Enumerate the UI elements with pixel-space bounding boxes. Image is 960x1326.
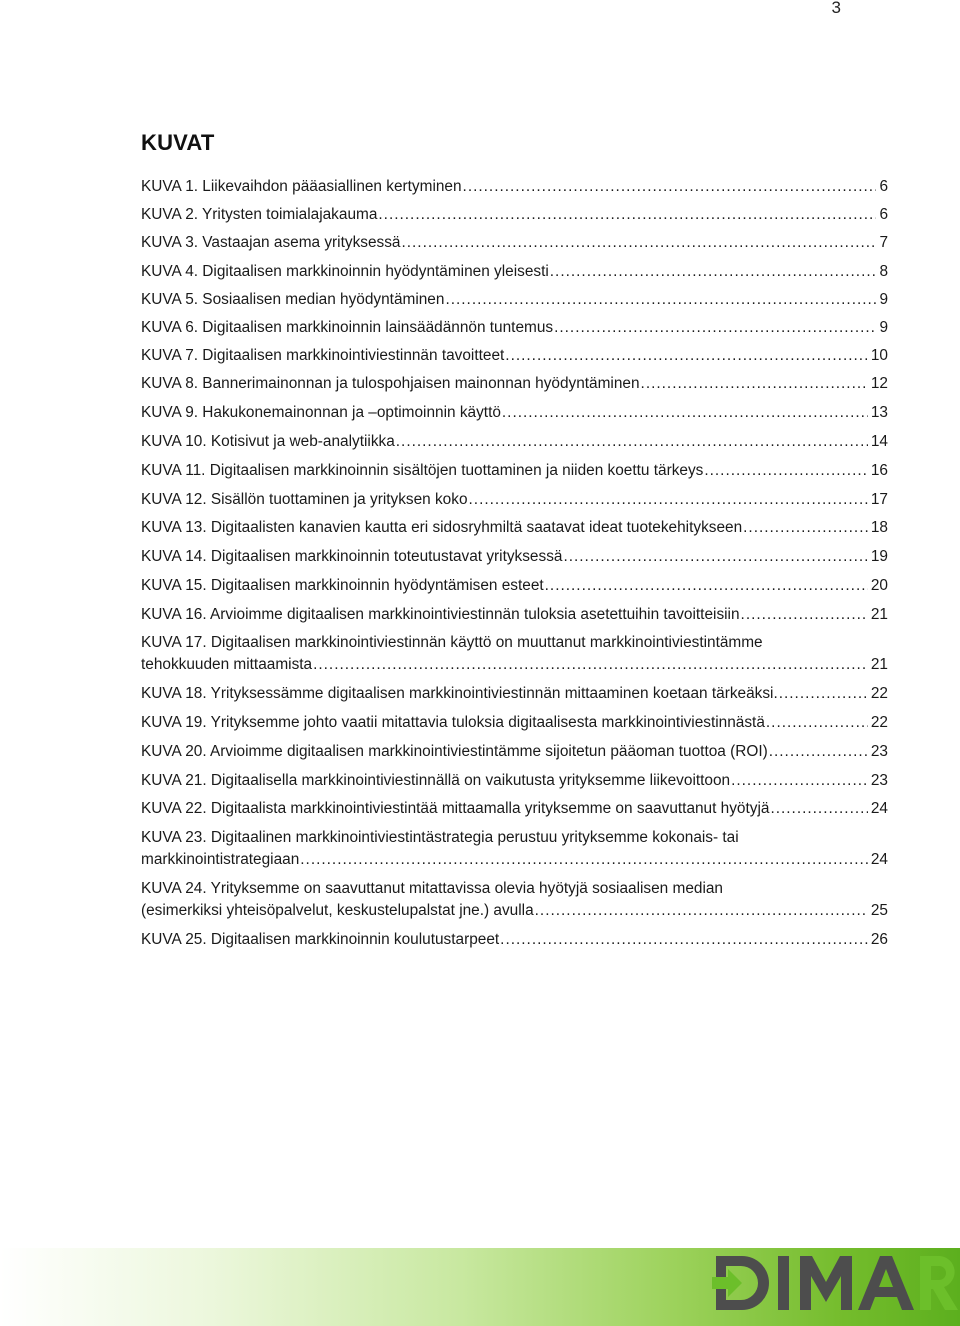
toc-entry-title: (esimerkiksi yhteisöpalvelut, keskustelupalstat jne.) avulla (141, 902, 534, 920)
toc-entry-title: KUVA 4. Digitaalisen markkinoinnin hyödyntäminen yleisesti (141, 262, 549, 280)
toc-entry[interactable] (141, 798, 888, 820)
toc-entry-title: KUVA 10. Kotisivut ja web-analytiikka (141, 432, 395, 450)
dot-leader (378, 204, 876, 226)
toc-entry-title: KUVA 7. Digitaalisen markkinointiviestinnän tavoitteet (141, 347, 505, 365)
toc-entry-title: KUVA 20. Arvioimme digitaalisen markkinointiviestintämme sijoitetun pääoman tuottoa (ROI) (141, 742, 768, 760)
toc-entry-page: 23 (870, 742, 888, 760)
toc-entry-page: 22 (870, 685, 888, 703)
dot-leader (500, 929, 868, 951)
dot-leader (401, 232, 876, 254)
toc-entry-page: 8 (879, 262, 888, 280)
toc-entry-page: 7 (879, 234, 888, 252)
dot-leader (545, 575, 868, 597)
toc-entry-title: markkinointistrategiaan (141, 851, 300, 869)
toc-entry[interactable] (141, 289, 888, 311)
dot-leader (300, 849, 868, 871)
dot-leader (502, 402, 868, 424)
toc-entry-title: KUVA 18. Yrityksessämme digitaalisen markkinointiviestinnän mittaaminen koetaan tärkeäksi. (141, 685, 778, 703)
toc-entry-page: 21 (870, 605, 888, 623)
toc-entry-page: 10 (870, 347, 888, 365)
toc-entry-page: 18 (870, 519, 888, 537)
dot-leader (563, 546, 867, 568)
toc-entry-page: 19 (870, 548, 888, 566)
toc-entry-title: KUVA 3. Vastaajan asema yrityksessä (141, 234, 401, 252)
toc-entry-page: 21 (870, 656, 888, 674)
toc-entry[interactable] (141, 770, 888, 792)
dot-leader (445, 289, 876, 311)
toc-entry-title: KUVA 13. Digitaalisten kanavien kautta eri sidosryhmiltä saatavat ideat tuotekehitykseen (141, 519, 743, 537)
toc-entry[interactable] (141, 345, 888, 367)
toc-entry-page: 14 (870, 432, 888, 450)
dot-leader (463, 176, 877, 198)
toc-entry[interactable] (141, 683, 888, 705)
toc-entry-title: KUVA 6. Digitaalisen markkinoinnin lainsäädännön tuntemus (141, 318, 554, 336)
dot-leader (743, 517, 868, 539)
dot-leader (313, 654, 868, 676)
toc-entry[interactable] (141, 741, 888, 763)
toc-entry-page: 6 (879, 206, 888, 224)
toc-entry-title: KUVA 16. Arvioimme digitaalisen markkinointiviestinnän tuloksia asetettuihin tavoitteisiin (141, 605, 740, 623)
figure-list (141, 176, 888, 958)
toc-entry-title-line1: KUVA 24. Yrityksemme on saavuttanut mitattavissa olevia hyötyjä sosiaalisen median (141, 880, 723, 898)
toc-entry-page: 17 (870, 490, 888, 508)
toc-entry-title: KUVA 22. Digitaalista markkinointiviestintää mittaamalla yrityksemme on saavuttanut hyötyjä (141, 800, 770, 818)
toc-entry-title: KUVA 14. Digitaalisen markkinoinnin toteutustavat yrityksessä (141, 548, 563, 566)
toc-heading: KUVAT (141, 130, 215, 155)
toc-entry-page: 20 (870, 576, 888, 594)
toc-entry[interactable] (141, 604, 888, 626)
toc-entry[interactable] (141, 878, 888, 922)
dot-leader (741, 604, 868, 626)
toc-entry-title: KUVA 2. Yritysten toimialajakauma (141, 206, 378, 224)
toc-entry[interactable] (141, 373, 888, 395)
toc-entry[interactable] (141, 827, 888, 871)
toc-entry-page: 24 (870, 851, 888, 869)
dot-leader (770, 798, 867, 820)
toc-entry[interactable] (141, 431, 888, 453)
toc-entry-title: KUVA 11. Digitaalisen markkinoinnin sisältöjen tuottaminen ja niiden koettu tärkeys (141, 461, 704, 479)
toc-entry[interactable] (141, 460, 888, 482)
dot-leader (731, 770, 868, 792)
toc-entry[interactable] (141, 176, 888, 198)
toc-entry[interactable] (141, 546, 888, 568)
toc-entry[interactable] (141, 261, 888, 283)
dot-leader (704, 460, 868, 482)
toc-entry[interactable] (141, 232, 888, 254)
toc-entry-title: KUVA 1. Liikevaihdon pääasiallinen kertyminen (141, 178, 462, 195)
toc-entry-page: 12 (870, 375, 888, 393)
dot-leader (766, 712, 868, 734)
dot-leader (505, 345, 868, 367)
dot-leader (554, 317, 876, 339)
toc-entry-title: KUVA 12. Sisällön tuottaminen ja yrityksen koko (141, 490, 468, 508)
toc-entry-page: 9 (879, 318, 888, 336)
toc-entry[interactable] (141, 517, 888, 539)
toc-entry[interactable] (141, 929, 888, 951)
toc-entry[interactable] (141, 632, 888, 676)
toc-entry[interactable] (141, 402, 888, 424)
toc-entry-page: 24 (870, 800, 888, 818)
toc-entry-title: KUVA 8. Bannerimainonnan ja tulospohjaisen mainonnan hyödyntäminen (141, 375, 640, 393)
dot-leader (550, 261, 877, 283)
dot-leader (469, 489, 868, 511)
toc-entry-page: 13 (870, 404, 888, 422)
dot-leader (641, 373, 868, 395)
toc-entry-page: 16 (870, 461, 888, 479)
toc-entry-page: 9 (879, 290, 888, 308)
toc-entry-title: KUVA 19. Yrityksemme johto vaatii mitattavia tuloksia digitaalisesta markkinointiviestinnästä (141, 714, 765, 732)
toc-entry-title-line1: KUVA 17. Digitaalisen markkinointiviestinnän käyttö on muuttanut markkinointiviestintämme (141, 634, 763, 652)
toc-entry-page: 23 (870, 771, 888, 789)
toc-entry-title: KUVA 15. Digitaalisen markkinoinnin hyödyntämisen esteet (141, 576, 544, 594)
dot-leader (396, 431, 868, 453)
toc-entry-title: KUVA 21. Digitaalisella markkinointiviestinnällä on vaikutusta yrityksemme liikevoittoon (141, 771, 731, 789)
toc-entry[interactable] (141, 317, 888, 339)
dot-leader (535, 900, 868, 922)
page-number: 3 (831, 0, 841, 17)
dot-leader (779, 683, 868, 705)
toc-entry-page: 22 (870, 714, 888, 732)
dot-leader (769, 741, 868, 763)
toc-entry-title: KUVA 25. Digitaalisen markkinoinnin koulutustarpeet (141, 930, 500, 948)
toc-entry-title-line1: KUVA 23. Digitaalinen markkinointiviestintästrategia perustuu yrityksemme kokonais- tai (141, 829, 739, 847)
toc-entry[interactable] (141, 204, 888, 226)
toc-entry[interactable] (141, 712, 888, 734)
toc-entry-page: 26 (870, 930, 888, 948)
toc-entry-title: KUVA 5. Sosiaalisen median hyödyntäminen (141, 290, 445, 308)
toc-entry-title: KUVA 9. Hakukonemainonnan ja –optimoinnin käyttö (141, 404, 501, 422)
toc-entry-page: 25 (870, 902, 888, 920)
toc-entry[interactable] (141, 575, 888, 597)
toc-entry[interactable] (141, 489, 888, 511)
toc-entry-page: 6 (879, 178, 888, 195)
dimar-logo (712, 1248, 960, 1318)
toc-entry-title: tehokkuuden mittaamista (141, 656, 313, 674)
